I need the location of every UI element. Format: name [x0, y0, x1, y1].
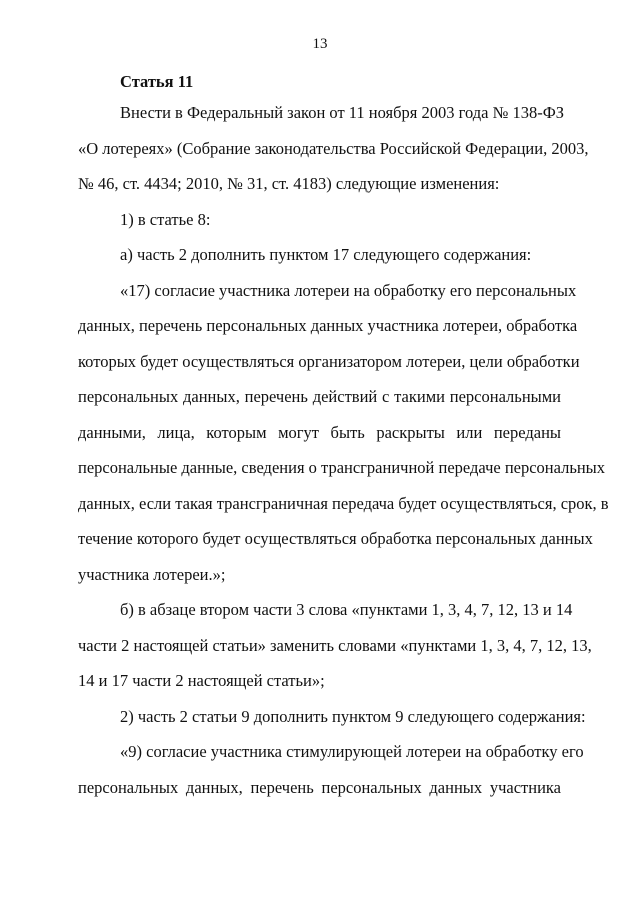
text-line: а) часть 2 дополнить пунктом 17 следующего содержания:	[120, 245, 532, 264]
text-line: 1) в статье 8:	[120, 209, 211, 229]
text-line: части 2 настоящей статьи» заменить словами «пунктами 1, 3, 4, 7, 12, 13,	[78, 635, 592, 655]
text-line: данных, перечень персональных данных участника лотереи, обработка	[78, 316, 578, 335]
text-line: «О лотереях» (Собрание законодательства Российской Федерации, 2003,	[78, 138, 589, 158]
document-body	[78, 95, 609, 805]
text-line: участника лотереи.»;	[78, 564, 226, 584]
text-line: персональных данных, перечень действий с такими персональными	[78, 387, 561, 406]
text-line: данных, если такая трансграничная передача будет осуществляться, срок, в	[78, 493, 609, 513]
text-line: течение которого будет осуществляться обработка персональных данных	[78, 529, 593, 548]
text-line: которых будет осуществляться организатором лотереи, цели обработки	[78, 351, 580, 371]
text-line: б) в абзаце втором части 3 слова «пунктами 1, 3, 4, 7, 12, 13 и 14	[120, 600, 573, 619]
article-heading: Статья 11	[120, 72, 194, 91]
text-line: данными, лица, которым могут быть раскрыты или переданы	[78, 422, 561, 442]
text-line: персональных данных, перечень персональных данных участника	[78, 777, 561, 797]
text-line: № 46, ст. 4434; 2010, № 31, ст. 4183) следующие изменения:	[78, 174, 500, 193]
text-line: «9) согласие участника стимулирующей лотереи на обработку его	[120, 742, 584, 761]
page-number: 13	[312, 36, 328, 52]
text-line: 14 и 17 части 2 настоящей статьи»;	[78, 671, 325, 690]
text-line: «17) согласие участника лотереи на обработку его персональных	[120, 280, 577, 300]
text-line: 2) часть 2 статьи 9 дополнить пунктом 9 следующего содержания:	[120, 706, 586, 726]
text-line: Внести в Федеральный закон от 11 ноября 2003 года № 138-ФЗ	[120, 103, 565, 122]
text-line: персональные данные, сведения о трансграничной передаче персональных	[78, 458, 606, 477]
